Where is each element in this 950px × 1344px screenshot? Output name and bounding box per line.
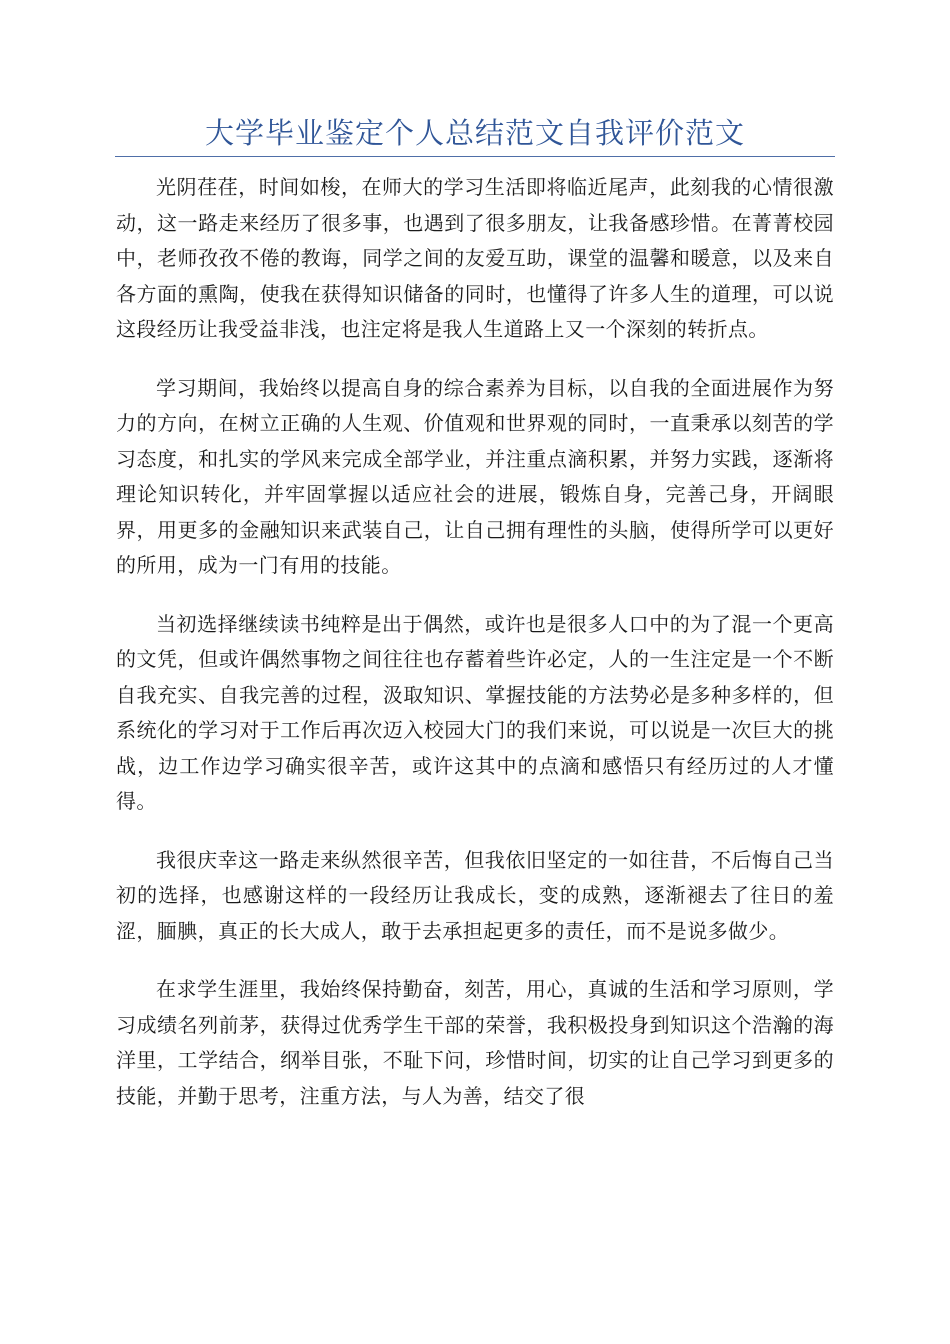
paragraph-4: 我很庆幸这一路走来纵然很辛苦，但我依旧坚定的一如往昔，不后悔自己当初的选择，也感谢这样的一段经历让我成长，变的成熟，逐渐褪去了往日的羞涩，腼腆，真正的长大成人，敢于去承担起更多的责任，而不是说多做少。: [116, 847, 834, 943]
paragraph-3: 当初选择继续读书纯粹是出于偶然，或许也是很多人口中的为了混一个更高的文凭，但或许偶然事物之间往往也存蓄着些许必定，人的一生注定是一个不断自我充实、自我完善的过程，汲取知识、掌握技能的方法势必是多种多样的，但系统化的学习对于工作后再次迈入校园大门的我们来说，可以说是一次巨大的挑战，边工作边学习确实很辛苦，或许这其中的点滴和感悟只有经历过的人才懂得。: [116, 611, 834, 813]
paragraph-5: 在求学生涯里，我始终保持勤奋，刻苦，用心，真诚的生活和学习原则，学习成绩名列前茅，获得过优秀学生干部的荣誉，我积极投身到知识这个浩瀚的海洋里，工学结合，纲举目张，不耻下问，珍惜时间，切实的让自己学习到更多的技能，并勤于思考，注重方法，与人为善，结交了很: [116, 977, 834, 1108]
document-title: 大学毕业鉴定个人总结范文自我评价范文: [204, 116, 745, 150]
title-bar: [115, 110, 835, 157]
paragraph-2: 学习期间，我始终以提高自身的综合素养为目标，以自我的全面进展作为努力的方向，在树立正确的人生观、价值观和世界观的同时，一直秉承以刻苦的学习态度，和扎实的学风来完成全部学业，并注重点滴积累，并努力实践，逐渐将理论知识转化，并牢固掌握以适应社会的进展，锻炼自身，完善己身，开阔眼界，用更多的金融知识来武装自己，让自己拥有理性的头脑，使得所学可以更好的所用，成为一门有用的技能。: [116, 375, 834, 577]
paragraph-1: 光阴荏荏，时间如梭，在师大的学习生活即将临近尾声，此刻我的心情很激动，这一路走来经历了很多事，也遇到了很多朋友，让我备感珍惜。在菁菁校园中，老师孜孜不倦的教诲，同学之间的友爱互助，课堂的温馨和暖意，以及来自各方面的熏陶，使我在获得知识储备的同时，也懂得了许多人生的道理，可以说这段经历让我受益非浅，也注定将是我人生道路上又一个深刻的转折点。: [116, 175, 834, 341]
document-body: [116, 170, 834, 1137]
